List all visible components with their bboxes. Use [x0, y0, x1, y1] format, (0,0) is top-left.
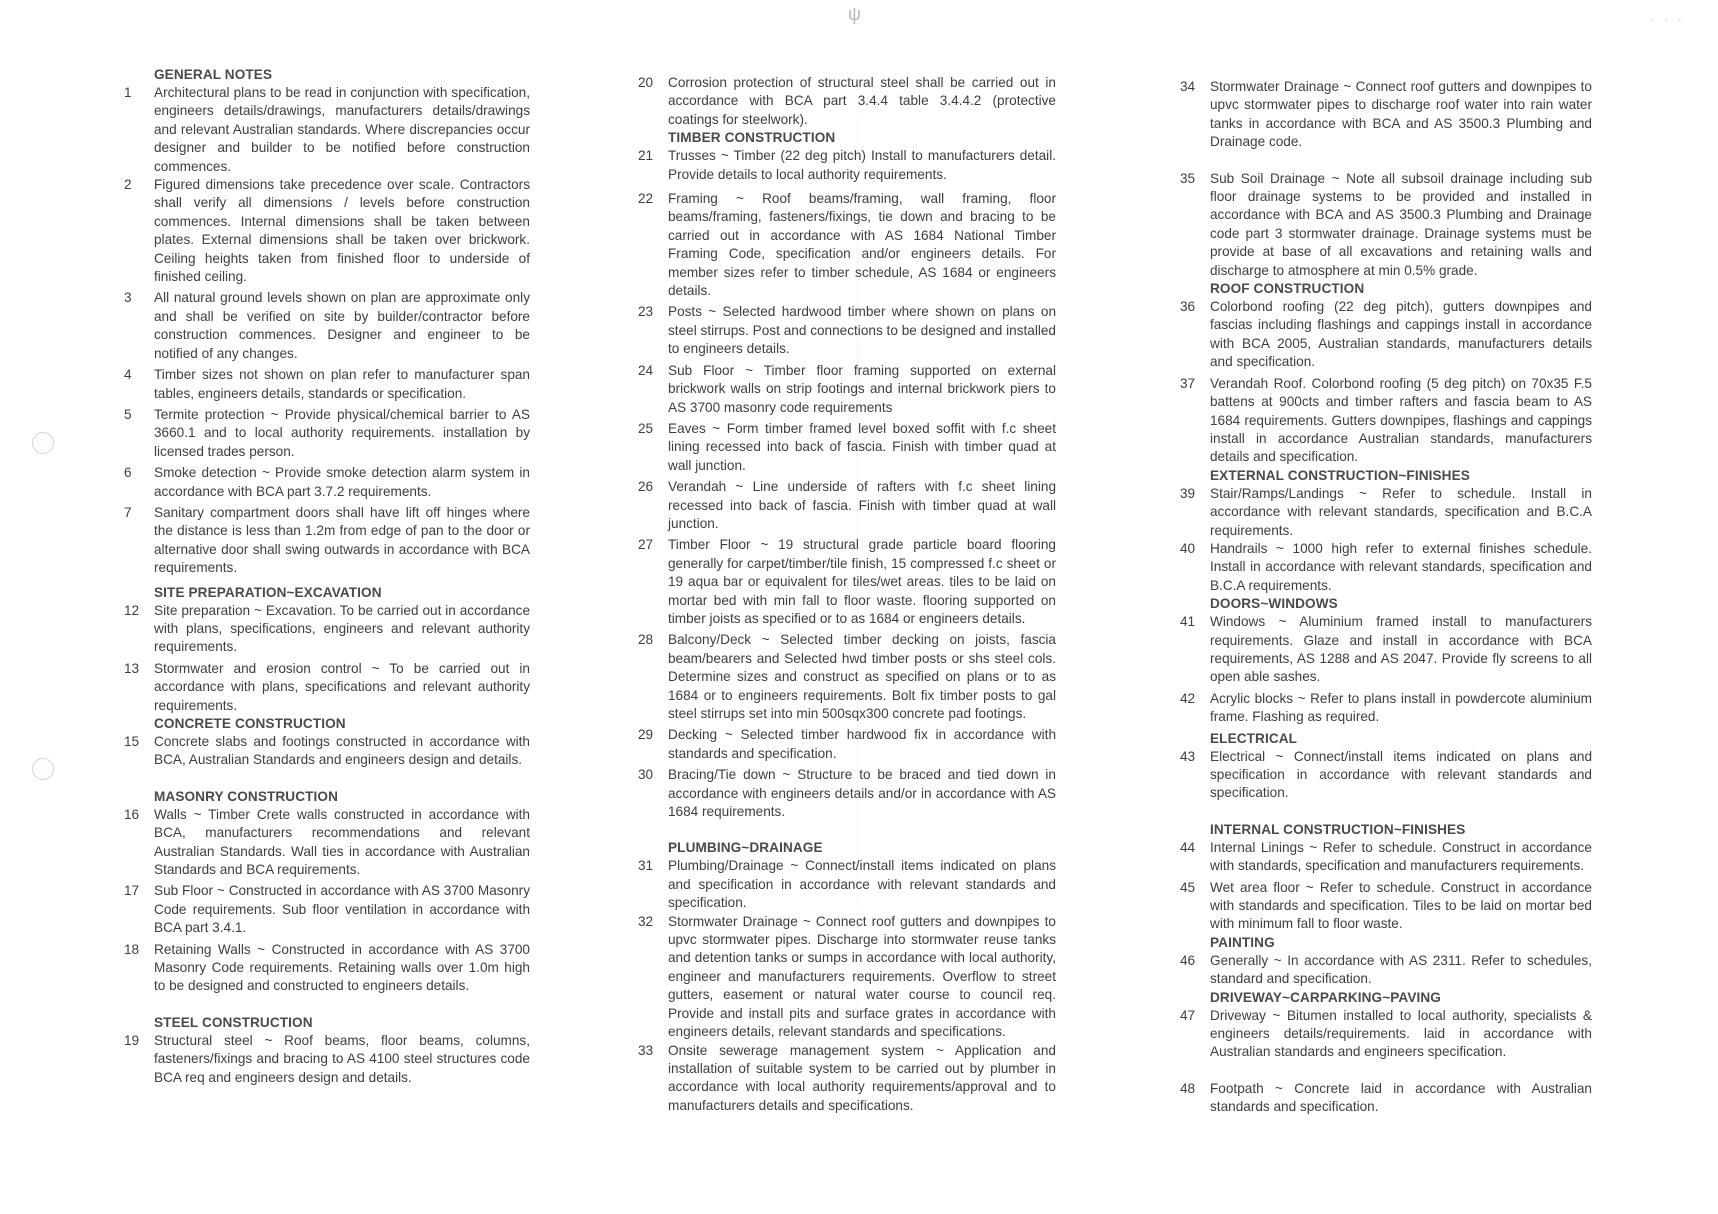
- note-number: 28: [638, 632, 654, 648]
- notes-column-2: [638, 74, 1056, 1115]
- note-text: Stormwater and erosion control ~ To be carried out in accordance with plans, specifications and relevant authority requirements.: [154, 660, 530, 713]
- note-text: Stair/Ramps/Landings ~ Refer to schedule. Install in accordance with relevant standards, specification and B.C.A requirements.: [1210, 485, 1592, 538]
- note-text: Stormwater Drainage ~ Connect roof gutters and downpipes to upvc stormwater pipes. Discharge into stormwater reuse tanks and detention tanks or sumps in accordance with local authority, engineer and manufacturers requirements. Overflow to street gutters, easement or natural water course to council req. Provide and install pits and surface grates in accordance with engineers details, relevant standards and specifications.: [668, 913, 1056, 1040]
- punch-hole: [32, 432, 54, 454]
- note-item: [638, 766, 1056, 821]
- note-text: Onsite sewerage management system ~ Application and installation of suitable system to be carried out by plumber in accordance with local authority requirements/approval and to manufacturers details and specifications.: [668, 1042, 1056, 1113]
- note-item: [124, 941, 530, 996]
- note-text: Colorbond roofing (22 deg pitch), gutters downpipes and fascias including flashings and cappings install in accordance with BCA 2005, Australian standards, manufacturers details and specification.: [1210, 299, 1592, 370]
- note-item: [638, 631, 1056, 723]
- note-text: Generally ~ In accordance with AS 2311. Refer to schedules, standard and specification.: [1210, 952, 1592, 987]
- note-number: 41: [1180, 614, 1196, 630]
- note-number: 45: [1180, 879, 1196, 895]
- note-number: 24: [638, 362, 654, 378]
- note-text: Concrete slabs and footings constructed in accordance with BCA, Australian Standards and engineers design and details.: [154, 734, 530, 768]
- note-item: [638, 190, 1056, 300]
- note-item: [124, 406, 530, 461]
- note-number: 3: [124, 290, 132, 306]
- note-item: [638, 303, 1056, 358]
- note-text: Framing ~ Roof beams/framing, wall framing, floor beams/framing, fasteners/fixings, tie down and bracing to be carried out in accordance with AS 1684 National Timber Framing Code, specification and/or engineers details. For member sizes refer to timber schedule, AS 1684 or engineers details.: [668, 191, 1056, 299]
- section-heading-electrical: ELECTRICAL: [1210, 730, 1298, 746]
- note-number: 4: [124, 367, 132, 383]
- section-heading-steel: STEEL CONSTRUCTION: [154, 1014, 313, 1030]
- section-heading-timber: TIMBER CONSTRUCTION: [668, 130, 836, 146]
- note-item: [638, 74, 1056, 129]
- note-number: 32: [638, 913, 654, 929]
- note-number: 20: [638, 75, 654, 90]
- note-text: Figured dimensions take precedence over scale. Contractors shall verify all dimensions / levels before construction commences. Internal dimensions shall be taken between plates. External dimensions shall be taken over brickwork. Ceiling heights taken from finished floor to underside of finished ceiling.: [154, 177, 530, 285]
- note-item: [638, 726, 1056, 763]
- section-heading-general: GENERAL NOTES: [154, 67, 273, 82]
- note-text: Posts ~ Selected hardwood timber where shown on plans on steel stirrups. Post and connections to be designed and installed to engineers details.: [668, 304, 1056, 357]
- note-text: Footpath ~ Concrete laid in accordance with Australian standards and specification.: [1210, 1080, 1592, 1115]
- note-text: Internal Linings ~ Refer to schedule. Construct in accordance with standards, specification and manufacturers requirements.: [1210, 839, 1592, 874]
- note-text: Corrosion protection of structural steel shall be carried out in accordance with BCA part 3.4.4 table 3.4.4.2 (protective coatings for steelwork).: [668, 75, 1056, 127]
- note-item: [1180, 690, 1592, 727]
- section-heading-doors-windows: DOORS~WINDOWS: [1210, 596, 1338, 612]
- note-item: [1180, 879, 1592, 934]
- note-item: [124, 602, 530, 657]
- note-number: 21: [638, 148, 654, 164]
- section-heading-site-preparation: SITE PREPARATION~EXCAVATION: [154, 584, 382, 600]
- note-item: [1180, 1080, 1592, 1117]
- note-text: Driveway ~ Bitumen installed to local authority, specialists & engineers details/requirements. laid in accordance with Australian standards and engineers specification.: [1210, 1007, 1592, 1060]
- note-text: Sub Soil Drainage ~ Note all subsoil drainage including sub floor drainage systems to be provided and installed in accordance with BCA and AS 3500.3 Plumbing and Drainage code part 3 stormwater drainage. Drainage systems must be provide at base of all excavations and retaining walls and discharge to atmosphere at min 0.5% grade.: [1210, 170, 1592, 278]
- notes-column-3: [1180, 78, 1592, 1117]
- note-text: Decking ~ Selected timber hardwood fix in accordance with standards and specification.: [668, 727, 1056, 761]
- section-heading-external: EXTERNAL CONSTRUCTION~FINISHES: [1210, 467, 1470, 483]
- note-number: 27: [638, 537, 654, 553]
- note-item: [638, 857, 1056, 912]
- note-number: 26: [638, 479, 654, 495]
- note-text: Plumbing/Drainage ~ Connect/install items indicated on plans and specification in accordance with relevant standards and specification.: [668, 858, 1056, 911]
- note-item: [124, 289, 530, 363]
- note-text: Smoke detection ~ Provide smoke detection alarm system in accordance with BCA part 3.7.2 requirements.: [154, 465, 530, 499]
- note-number: 29: [638, 727, 654, 743]
- note-item: [638, 913, 1056, 1042]
- note-number: 15: [124, 734, 140, 749]
- note-number: 48: [1180, 1080, 1196, 1096]
- note-number: 12: [124, 602, 140, 618]
- note-text: Stormwater Drainage ~ Connect roof gutters and downpipes to upvc stormwater pipes to discharge roof water into rain water tanks in accordance with BCA and AS 3500.3 Plumbing and Drainage code.: [1210, 79, 1592, 150]
- note-item: [124, 660, 530, 715]
- note-item: [638, 478, 1056, 533]
- note-text: Sanitary compartment doors shall have lift off hinges where the distance is less than 1.2m from edge of pan to the door or alternative door shall swing outwards in accordance with BCA requirements.: [154, 504, 530, 576]
- section-heading-internal: INTERNAL CONSTRUCTION~FINISHES: [1210, 821, 1466, 837]
- note-number: 46: [1180, 952, 1196, 968]
- note-text: Eaves ~ Form timber framed level boxed soffit with f.c sheet lining recessed into back of fascia. Finish with timber quad at wall junction.: [668, 420, 1056, 473]
- section-heading-driveway: DRIVEWAY~CARPARKING~PAVING: [1210, 989, 1441, 1005]
- note-item: [1180, 613, 1592, 687]
- scan-mark: ψ: [848, 4, 861, 24]
- note-number: 35: [1180, 170, 1196, 186]
- section-heading-painting: PAINTING: [1210, 934, 1275, 950]
- note-text: Termite protection ~ Provide physical/chemical barrier to AS 3660.1 and to local authority requirements. installation by licensed trades person.: [154, 406, 530, 459]
- note-text: Sub Floor ~ Constructed in accordance with AS 3700 Masonry Code requirements. Sub floor ventilation in accordance with BCA part 3.4.1.: [154, 883, 530, 936]
- note-item: [1180, 298, 1592, 372]
- note-item: [638, 1042, 1056, 1116]
- note-text: Bracing/Tie down ~ Structure to be braced and tied down in accordance with engineers details and/or in accordance with AS 1684 requirements.: [668, 767, 1056, 820]
- note-text: Windows ~ Aluminium framed install to manufacturers requirements. Glaze and install in accordance with BCA requirements, AS 1288 and AS 2047. Provide fly screens to all open able sashes.: [1210, 614, 1592, 685]
- note-number: 17: [124, 883, 140, 899]
- note-number: 5: [124, 406, 132, 422]
- punch-hole: [32, 758, 54, 780]
- section-heading-roof: ROOF CONSTRUCTION: [1210, 281, 1365, 297]
- note-item: [1180, 485, 1592, 540]
- note-text: Acrylic blocks ~ Refer to plans install in powdercote aluminium frame. Flashing as required.: [1210, 690, 1592, 725]
- note-number: 7: [124, 504, 132, 520]
- note-number: 31: [638, 858, 654, 874]
- note-item: [1180, 839, 1592, 876]
- note-number: 2: [124, 177, 132, 193]
- section-heading-concrete: CONCRETE CONSTRUCTION: [154, 716, 346, 731]
- note-number: 16: [124, 806, 140, 822]
- note-item: [124, 1032, 530, 1087]
- note-text: All natural ground levels shown on plan are approximate only and shall be verified on site by builder/contractor before construction commences. Designer and engineer to be notified of any changes.: [154, 290, 530, 361]
- note-text: Retaining Walls ~ Constructed in accordance with AS 3700 Masonry Code requirements. Retaining walls over 1.0m high to be designed and constructed to engineers details.: [154, 941, 530, 994]
- note-item: [1180, 540, 1592, 595]
- note-number: 23: [638, 304, 654, 320]
- note-number: 18: [124, 941, 140, 957]
- note-text: Verandah Roof. Colorbond roofing (5 deg pitch) on 70x35 F.5 battens at 900cts and timber rafters and fascia beam to AS 1684 requirements. Gutters downpipes, flashings and cappings install in accordance Australian standards, manufacturers details and specification.: [1210, 375, 1592, 465]
- note-text: Handrails ~ 1000 high refer to external finishes schedule. Install in accordance with relevant standards, specification and B.C.A requirements.: [1210, 540, 1592, 593]
- note-number: 42: [1180, 690, 1196, 706]
- note-item: [124, 176, 530, 286]
- note-number: 47: [1180, 1007, 1196, 1023]
- note-item: [638, 147, 1056, 184]
- note-number: 19: [124, 1032, 140, 1048]
- section-heading-plumbing: PLUMBING~DRAINAGE: [668, 840, 823, 856]
- note-item: [124, 464, 530, 501]
- note-text: Verandah ~ Line underside of rafters with f.c sheet lining recessed into back of fascia. Finish with timber quad at wall junction.: [668, 479, 1056, 531]
- note-number: 39: [1180, 485, 1196, 501]
- note-text: Timber sizes not shown on plan refer to manufacturer span tables, engineers details, standards or specification.: [154, 367, 530, 401]
- note-number: 6: [124, 465, 132, 481]
- note-item: [1180, 78, 1592, 152]
- notes-column-1: [124, 66, 530, 1087]
- note-number: 34: [1180, 79, 1196, 94]
- note-number: 44: [1180, 839, 1196, 855]
- note-number: 40: [1180, 540, 1196, 556]
- note-number: 33: [638, 1042, 654, 1058]
- note-text: Sub Floor ~ Timber floor framing supported on external brickwork walls on strip footings and internal brickwork piers to AS 3700 masonry code requirements: [668, 362, 1056, 415]
- note-item: [124, 84, 530, 176]
- note-item: [124, 366, 530, 403]
- note-number: 43: [1180, 748, 1196, 764]
- note-text: Wet area floor ~ Refer to schedule. Construct in accordance with standards and specification. Tiles to be laid on mortar bed with minimum fall to floor waste.: [1210, 879, 1592, 932]
- note-item: [124, 882, 530, 937]
- note-text: Architectural plans to be read in conjunction with specification, engineers details/drawings, manufacturers details/drawings and relevant Australian standards. Where discrepancies occur designer and builder to be notified before construction commences.: [154, 85, 530, 174]
- note-text: Electrical ~ Connect/install items indicated on plans and specification in accordance with relevant standards and specification.: [1210, 748, 1592, 801]
- note-item: [638, 536, 1056, 628]
- note-item: [638, 420, 1056, 475]
- section-heading-masonry: MASONRY CONSTRUCTION: [154, 788, 339, 804]
- note-text: Trusses ~ Timber (22 deg pitch) Install to manufacturers detail. Provide details to local authority requirements.: [668, 148, 1056, 182]
- note-number: 25: [638, 420, 654, 436]
- note-item: [1180, 952, 1592, 989]
- note-number: 1: [124, 85, 132, 100]
- note-text: Walls ~ Timber Crete walls constructed in accordance with BCA, manufacturers recommendations and relevant Australian Standards. Wall ties in accordance with Australian Standards and BCA requirements.: [154, 806, 530, 878]
- note-item: [1180, 375, 1592, 467]
- note-number: 37: [1180, 375, 1196, 391]
- note-number: 22: [638, 191, 654, 207]
- note-number: 13: [124, 660, 140, 676]
- note-number: 36: [1180, 299, 1196, 315]
- note-item: [638, 362, 1056, 417]
- note-number: 30: [638, 767, 654, 783]
- note-text: Structural steel ~ Roof beams, floor beams, columns, fasteners/fixings and bracing to AS 4100 steel structures code BCA req and engineers design and details.: [154, 1032, 530, 1085]
- note-text: Site preparation ~ Excavation. To be carried out in accordance with plans, specifications, engineers and relevant authority requirements.: [154, 602, 530, 655]
- note-item: [124, 806, 530, 880]
- note-text: Balcony/Deck ~ Selected timber decking on joists, fascia beam/bearers and Selected hwd timber posts or shs steel cols. Determine sizes and construct as specified on plans or to as 1684 or to engineers requirements. Bolt fix timber posts to gal steel stirrups set into min 500sqx300 concrete pad footings.: [668, 632, 1056, 721]
- note-item: [1180, 170, 1592, 280]
- note-item: [124, 504, 530, 578]
- note-item: [1180, 1007, 1592, 1062]
- note-item: [124, 733, 530, 770]
- note-item: [1180, 748, 1592, 803]
- note-text: Timber Floor ~ 19 structural grade particle board flooring generally for carpet/timber/tile finish, 15 compressed f.c sheet or 19 aqua bar or equivalent for tiles/wet areas. tiles to be laid on mortar bed with min fall to floor waste. flooring supported on timber joists as specified or to as 1684 or engineers details.: [668, 537, 1056, 626]
- scan-mark: ∙ ∙ ∙: [1650, 14, 1686, 26]
